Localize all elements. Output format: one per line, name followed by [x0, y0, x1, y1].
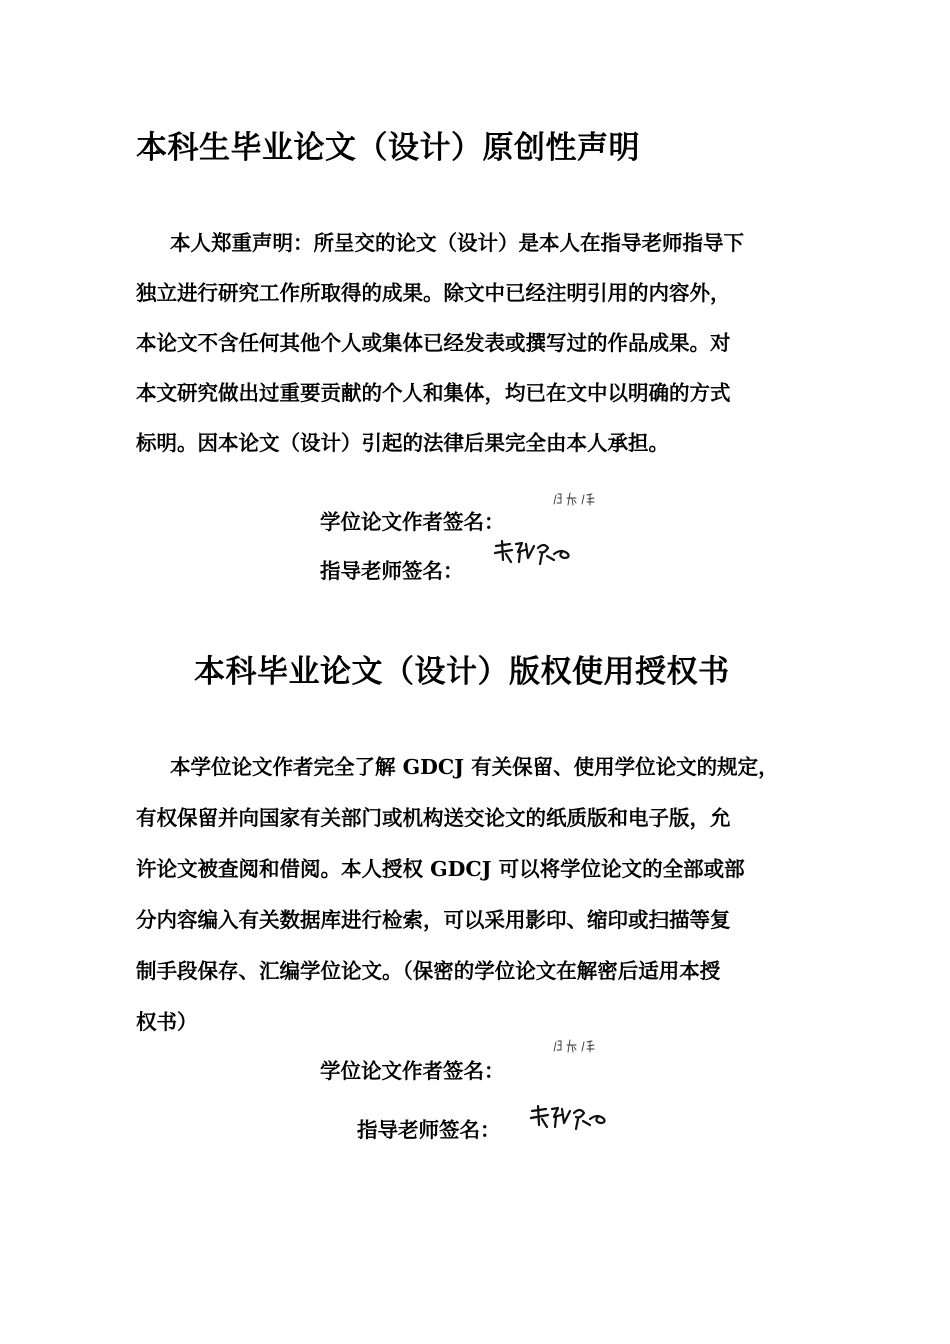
declaration-line: 本论文不含任何其他个人或集体已经发表或撰写过的作品成果。对 — [136, 331, 731, 355]
authorization-line: 本学位论文作者完全了解 GDCJ 有关保留、使用学位论文的规定， — [170, 755, 779, 779]
author-signature-image — [552, 490, 604, 510]
advisor-signature-image — [492, 538, 576, 568]
authorization-line: 制手段保存、汇编学位论文。（保密的学位论文在解密后适用本授 — [136, 959, 721, 983]
authorization-line: 有权保留并向国家有关部门或机构送交论文的纸质版和电子版，允 — [136, 806, 731, 830]
declaration-advisor-sign-label: 指导老师签名： — [320, 559, 464, 583]
declaration-line: 本人郑重声明：所呈交的论文（设计）是本人在指导老师指导下 — [170, 231, 744, 255]
declaration-line: 本文研究做出过重要贡献的个人和集体，均已在文中以明确的方式 — [136, 381, 731, 405]
authorization-line: 分内容编入有关数据库进行检索，可以采用影印、缩印或扫描等复 — [136, 908, 731, 932]
declaration-author-sign-label: 学位论文作者签名： — [320, 510, 505, 534]
author-signature-image — [552, 1037, 604, 1057]
authorization-author-sign-label: 学位论文作者签名： — [320, 1059, 505, 1083]
authorization-title: 本科毕业论文（设计）版权使用授权书 — [194, 654, 730, 690]
authorization-advisor-sign-label: 指导老师签名： — [357, 1118, 501, 1142]
advisor-signature-image — [528, 1103, 612, 1133]
authorization-line: 许论文被查阅和借阅。本人授权 GDCJ 可以将学位论文的全部或部 — [136, 857, 745, 881]
declaration-line: 标明。因本论文（设计）引起的法律后果完全由本人承担。 — [136, 431, 669, 455]
authorization-line: 权书） — [136, 1010, 198, 1034]
declaration-line: 独立进行研究工作所取得的成果。除文中已经注明引用的内容外， — [136, 281, 731, 305]
declaration-title: 本科生毕业论文（设计）原创性声明 — [136, 130, 640, 166]
